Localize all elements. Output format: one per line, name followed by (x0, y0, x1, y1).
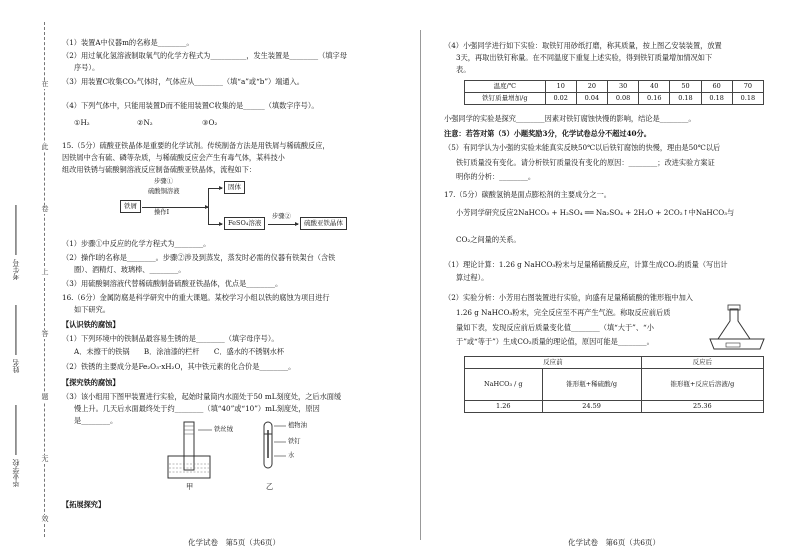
flow-arrow (208, 188, 222, 189)
flow-branch (208, 188, 209, 224)
table-cell: 20 (576, 81, 607, 93)
flow-label: 步骤② (272, 213, 291, 220)
text-line: 慢上升。几天后水面最终处于约________（填“40”或“10”）mL刻度处，原因 (74, 404, 320, 413)
table-header: 反应后 (641, 357, 763, 369)
text-line: （2）操作Ⅰ的名称是________。步骤②涉及到蒸发，蒸发时必需的仪器有铁架台（含铁 (62, 253, 336, 262)
text-line: （1）下列环境中的铁制品最容易生锈的是________（填字母序号）。 (62, 334, 279, 343)
question-15: 15.（5分）硫酸亚铁晶体是重要的化学试剂。传统制备方法是用铁屑与稀硫酸反应， (62, 141, 330, 150)
table-cell: 0.16 (639, 92, 670, 104)
flow-label: 操作Ⅰ (154, 209, 170, 216)
table-cell: 锥形瓶+稀硫酸/g (542, 368, 641, 400)
bonus-note: 注意：若答对第（5）小题奖励3分，化学试卷总分不超过40分。 (444, 129, 651, 138)
page-divider (420, 30, 421, 540)
flow-box-solid: 固体 (224, 181, 245, 194)
table-cell: NaHCO₃ / g (465, 368, 543, 400)
text-line: 序号）。 (74, 63, 100, 72)
text-line: （5）有同学认为小强的实验未能真实反映50℃以后铁钉腐蚀的快慢，理由是50℃以后 (444, 143, 721, 152)
table-cell: 0.18 (732, 92, 763, 104)
flow-arrow (142, 207, 208, 208)
question-16: 16.（6分）金属防腐是科学研究中的重大课题。某校学习小组以铁的腐蚀为项目进行 (62, 293, 330, 302)
steel-wool-icon (184, 426, 194, 434)
flow-label: 硫酸铜溶液 (148, 188, 180, 195)
fig-label: 植物油 (288, 422, 307, 429)
fig-label: 水 (288, 452, 295, 459)
table-cell: 锥形瓶+反应后溶液/g (641, 368, 763, 400)
fig-label: 铁钉 (288, 438, 301, 445)
table-cell: 0.18 (701, 92, 732, 104)
binding-margin (0, 0, 62, 560)
balance-flask-figure (706, 303, 768, 351)
table-cell: 0.18 (670, 92, 701, 104)
option-o2: ③O₂ (202, 118, 218, 127)
table-cell: 0.02 (545, 92, 576, 104)
option-n2: ②N₂ (137, 118, 153, 127)
seal-char: 效 (41, 515, 49, 523)
seal-char: 上 (41, 268, 49, 276)
text-line: CO₂之间量的关系。 (456, 235, 521, 244)
table-row (465, 400, 764, 412)
field-school: 毕业学校 (12, 405, 21, 487)
seal-char: 此 (41, 143, 49, 151)
flow-box-feso4: FeSO₄溶液 (224, 217, 265, 230)
text-line: A．未擦干的铁锅 B．涂油漆的栏杆 C．盛水的不锈钢水杯 (74, 347, 285, 356)
table-cell: 50 (670, 81, 701, 93)
text-line: 算过程）。 (456, 273, 489, 282)
footer-page-6: 化学试卷 第6页（共6页） (568, 538, 661, 547)
section-heading: 【探究铁的腐蚀】 (62, 378, 120, 387)
temperature-table (464, 80, 764, 105)
table-cell: 10 (545, 81, 576, 93)
flow-box-iron: 铁屑 (120, 200, 141, 213)
table-row (465, 92, 764, 104)
table-cell: 70 (732, 81, 763, 93)
text-line: （2）铁锈的主要成分是Fe₂O₃·xH₂O，其中铁元素的化合价是________。 (62, 362, 296, 371)
table-cell: 0.04 (576, 92, 607, 104)
table-row (465, 368, 764, 400)
table-row (465, 357, 764, 369)
section-heading: 【拓展探究】 (62, 500, 106, 509)
text-line: 如下研究。 (74, 305, 110, 314)
text-line: （1）装置A中仪器m的名称是________。 (62, 38, 194, 47)
text-line: （3）用硫酸铜溶液代替稀硫酸制备硫酸亚铁晶体，优点是________。 (62, 279, 283, 288)
option-h2: ①H₂ (74, 118, 90, 127)
apparatus-figure (162, 420, 332, 490)
flow-label: 步骤① (154, 178, 173, 185)
flow-box-crystal: 硫酸亚铁晶体 (300, 217, 347, 230)
field-exam-number: 考生号 (12, 205, 21, 280)
text-line: （1）步骤①中反应的化学方程式为________。 (62, 239, 211, 248)
fig-caption-yi: 乙 (266, 482, 274, 491)
table-row (465, 81, 764, 93)
field-name: 姓名 (12, 305, 21, 373)
table-cell: 40 (639, 81, 670, 93)
text-line: 3天，再取出铁钉称量。在不同温度下重复上述实验，得到铁钉质量增加情况如下 (456, 53, 713, 62)
text-line: 量如下表，发现反应前后质量变化值________（填“大于”、“小 (456, 323, 654, 332)
flow-arrow (268, 224, 298, 225)
seal-char: 无 (41, 455, 49, 463)
text-line: 是________。 (74, 416, 118, 425)
mass-table (464, 356, 764, 413)
balance-display (726, 343, 740, 347)
text-line: 因铁屑中含有硫、磷等杂质，与稀硫酸反应会产生有毒气体，某科技小 (62, 153, 285, 162)
table-cell: 25.36 (641, 400, 763, 412)
reaction-equation: 小芳同学研究反应2NaHCO₃ + H₂SO₄ ══ Na₂SO₄ + 2H₂O + 2CO₂↑中NaHCO₃与 (456, 208, 735, 217)
text-line: 1.26 g NaHCO₃粉末，完全反应至不再产生气泡。称取反应前后质 (456, 308, 671, 317)
table-cell-label: 温度/℃ (465, 81, 546, 93)
table-cell-label: 铁钉质量增加/g (465, 92, 546, 104)
seal-char: 在 (41, 80, 49, 88)
text-line: （2）实验分析：小芳用右图装置进行实验，向盛有足量稀硫酸的锥形瓶中加入 (444, 293, 693, 302)
text-line: （3）该小组用下图甲装置进行实验，起始时量筒内水面处于50 mL刻度处，之后水面缓 (62, 392, 342, 401)
flow-arrow (208, 224, 222, 225)
table-cell: 60 (701, 81, 732, 93)
text-line: 铁钉质量没有变化。请分析铁钉质量没有变化的原因：________；改进实验方案证 (456, 158, 715, 167)
text-line: 明你的分析：________。 (456, 172, 536, 181)
text-line: （4）小强同学进行如下实验：取铁钉用砂纸打磨，称其质量，按上图乙安装装置，放置 (444, 41, 722, 50)
balance-icon (710, 339, 764, 349)
text-line: （3）用装置C收集CO₂气体时，气体应从________（填“a”或“b”）端通入。 (62, 77, 304, 86)
footer-page-5: 化学试卷 第5页（共6页） (188, 538, 281, 547)
text-line: 圈）、酒精灯、玻璃棒、________。 (74, 265, 186, 274)
water-icon (169, 464, 209, 472)
text-line: （2）用过氧化氢溶液制取氧气的化学方程式为__________，发生装置是________（填字母 (62, 51, 347, 60)
seal-char: 题 (41, 393, 49, 401)
text-line: 于”或“等于”）生成CO₂质量的理论值，原因可能是________。 (456, 337, 654, 346)
fig-label: 铁丝绒 (214, 426, 233, 433)
conical-flask-icon (718, 309, 750, 339)
water-trough (168, 456, 210, 478)
text-line: 组改用铁锈与硫酸铜溶液反应制备硫酸亚铁晶体，流程如下： (62, 165, 257, 174)
table-cell: 30 (608, 81, 639, 93)
table-cell: 0.08 (608, 92, 639, 104)
graduated-cylinder (184, 422, 194, 470)
text-line: （1）理论计算：1.26 g NaHCO₃粉末与足量稀硫酸反应，计算生成CO₂的质量（写出计 (444, 260, 728, 269)
fig-caption-jia: 甲 (186, 482, 194, 491)
seal-char: 卷 (41, 205, 49, 213)
text-line: 表。 (456, 65, 471, 74)
text-line: 小强同学的实验是探究________因素对铁钉腐蚀快慢的影响，结论是________。 (444, 114, 696, 123)
section-heading: 【认识铁的腐蚀】 (62, 320, 120, 329)
table-cell: 24.59 (542, 400, 641, 412)
seal-char: 答 (41, 330, 49, 338)
question-17: 17.（5分）碳酸氢钠是面点膨松剂的主要成分之一。 (444, 190, 611, 199)
table-header: 反应前 (465, 357, 642, 369)
table-cell: 1.26 (465, 400, 543, 412)
text-line: （4）下列气体中，只能用装置D而不能用装置C收集的是______（填数字序号）。 (62, 101, 319, 110)
